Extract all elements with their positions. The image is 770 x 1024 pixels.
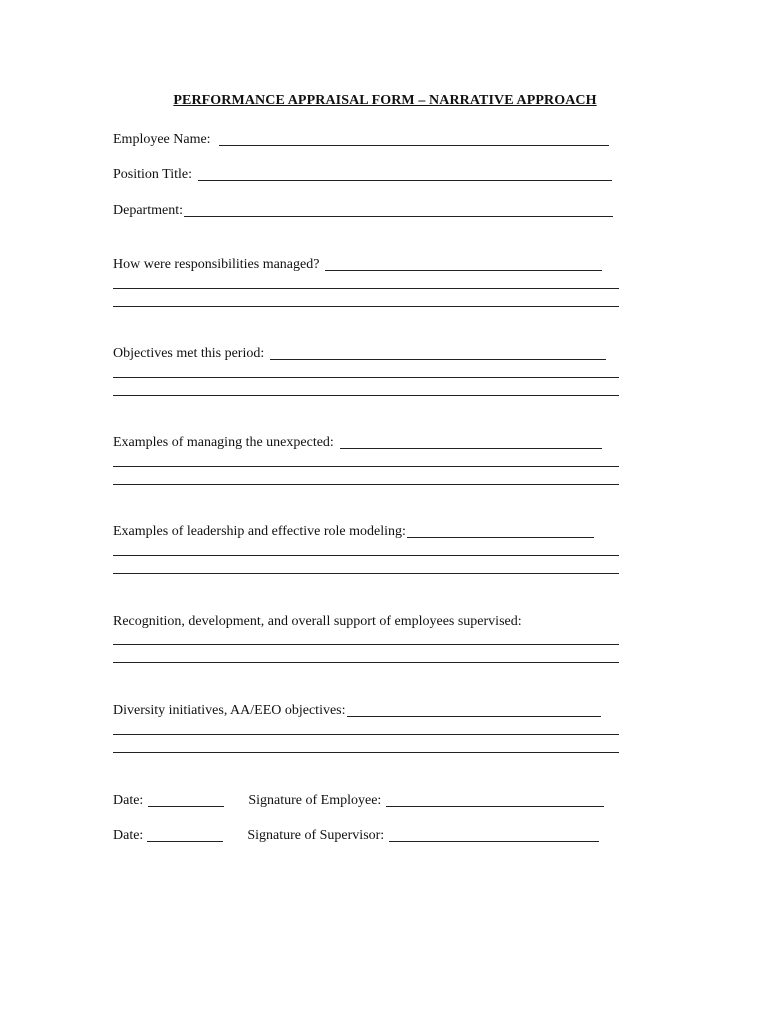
objectives-label: Objectives met this period: (113, 346, 265, 361)
leadership-line-2[interactable] (113, 555, 619, 556)
department-field[interactable] (184, 216, 613, 217)
position-title-row (113, 163, 612, 183)
objectives-line-3[interactable] (113, 395, 619, 396)
position-title-label: Position Title: (113, 167, 192, 182)
employee-signature-field[interactable] (386, 806, 604, 807)
recognition-line-2[interactable] (113, 662, 619, 663)
employee-signature-row (113, 789, 604, 809)
objectives-field[interactable] (270, 359, 606, 360)
department-row (113, 199, 613, 219)
responsibilities-line-3[interactable] (113, 306, 619, 307)
employee-name-field[interactable] (219, 145, 609, 146)
unexpected-field[interactable] (340, 448, 602, 449)
date-label-2: Date: (113, 828, 144, 843)
recognition-label: Recognition, development, and overall support of employees supervised: (113, 614, 522, 629)
objectives-line-2[interactable] (113, 377, 619, 378)
leadership-label: Examples of leadership and effective role modeling: (113, 524, 406, 539)
unexpected-row (113, 431, 602, 451)
objectives-row (113, 342, 606, 362)
responsibilities-label: How were responsibilities managed? (113, 257, 320, 272)
date-field-2[interactable] (147, 841, 223, 842)
unexpected-label: Examples of managing the unexpected: (113, 435, 334, 450)
unexpected-line-3[interactable] (113, 484, 619, 485)
form-title: PERFORMANCE APPRAISAL FORM – NARRATIVE APPROACH (173, 93, 597, 108)
diversity-row (113, 699, 601, 719)
diversity-label: Diversity initiatives, AA/EEO objectives: (113, 703, 346, 718)
employee-name-label: Employee Name: (113, 132, 211, 147)
position-title-field[interactable] (198, 180, 612, 181)
supervisor-signature-field[interactable] (389, 841, 599, 842)
recognition-row (113, 610, 522, 630)
leadership-line-3[interactable] (113, 573, 619, 574)
diversity-line-2[interactable] (113, 734, 619, 735)
supervisor-signature-label: Signature of Supervisor: (247, 828, 385, 843)
employee-signature-label: Signature of Employee: (248, 793, 382, 808)
diversity-field[interactable] (347, 716, 601, 717)
supervisor-signature-row (113, 824, 599, 844)
responsibilities-row (113, 253, 602, 273)
recognition-line-1[interactable] (113, 644, 619, 645)
responsibilities-field[interactable] (325, 270, 602, 271)
leadership-field[interactable] (407, 537, 594, 538)
unexpected-line-2[interactable] (113, 466, 619, 467)
department-label: Department: (113, 203, 183, 218)
date-field-1[interactable] (148, 806, 224, 807)
responsibilities-line-2[interactable] (113, 288, 619, 289)
diversity-line-3[interactable] (113, 752, 619, 753)
date-label-1: Date: (113, 793, 144, 808)
employee-name-row (113, 128, 609, 148)
leadership-row (113, 520, 594, 540)
